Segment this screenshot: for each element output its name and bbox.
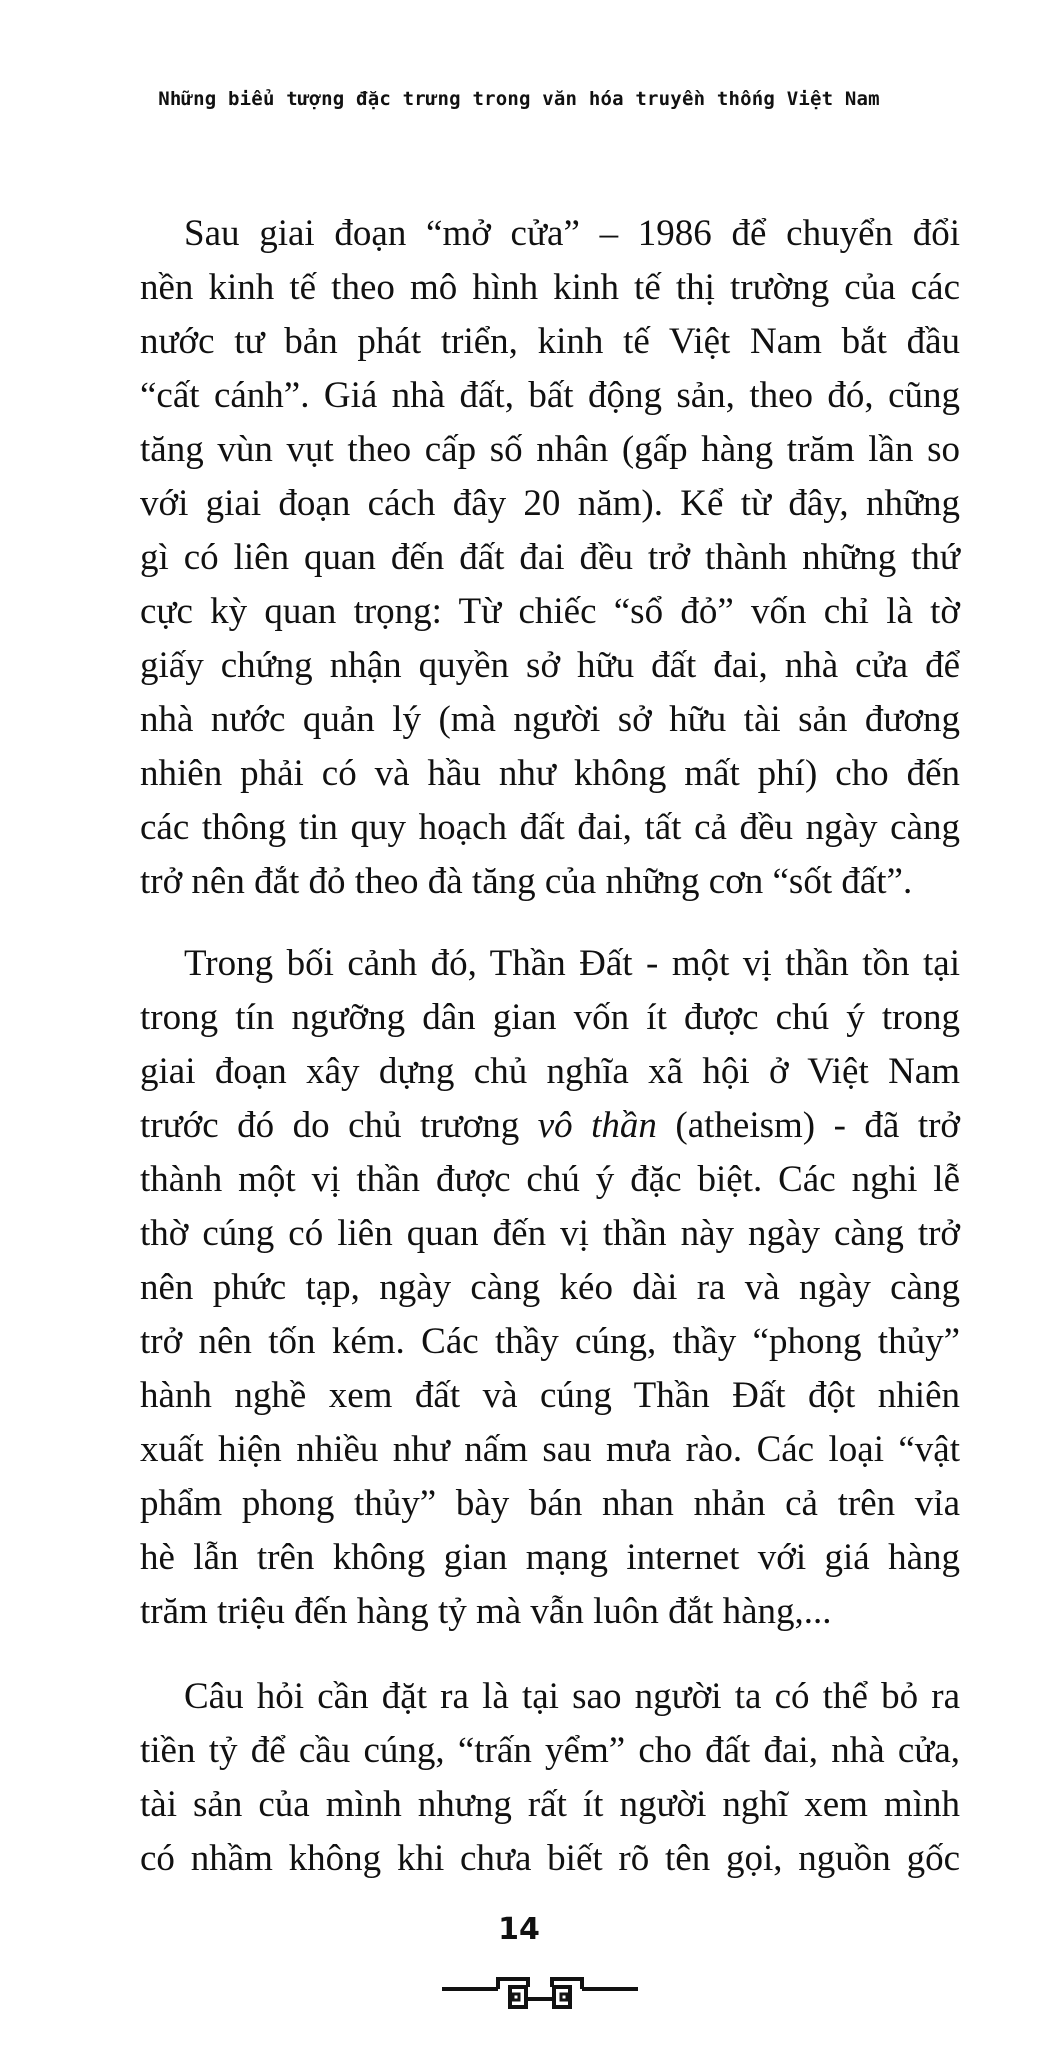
text-line: trở nên tốn kém. Các thầy cúng, thầy “phong thủy” [140, 1321, 960, 1362]
text-line: thờ cúng có liên quan đến vị thần này ngày càng trở [140, 1213, 960, 1254]
text-line: Trong bối cảnh đó, Thần Đất - một vị thần tồn tại [184, 943, 960, 984]
ornament-divider-icon [440, 1975, 640, 2015]
text-line: nhiên phải có và hầu như không mất phí) cho đến [140, 753, 960, 794]
text-line: gì có liên quan đến đất đai đều trở thành những thứ [140, 537, 960, 578]
text-line: với giai đoạn cách đây 20 năm). Kể từ đây, những [140, 483, 960, 524]
text-line: có nhầm không khi chưa biết rõ tên gọi, nguồn gốc [140, 1838, 960, 1879]
text-line: giai đoạn xây dựng chủ nghĩa xã hội ở Việt Nam [140, 1051, 960, 1092]
text-line: nên phức tạp, ngày càng kéo dài ra và ngày càng [140, 1267, 960, 1308]
text-line: các thông tin quy hoạch đất đai, tất cả đều ngày càng [140, 807, 960, 848]
page-number: 14 [498, 1912, 540, 1947]
text-line: nhà nước quản lý (mà người sở hữu tài sản đương [140, 699, 960, 740]
text-line: trở nên đắt đỏ theo đà tăng của những cơn “sốt đất”. [140, 861, 913, 902]
paragraph-2 [140, 937, 960, 1639]
text-line: trước đó do chủ trương vô thần (atheism) - đã trở [140, 1105, 961, 1146]
text-line: nước tư bản phát triển, kinh tế Việt Nam bắt đầu [140, 321, 960, 362]
text-line: trong tín ngưỡng dân gian vốn ít được chú ý trong [140, 997, 960, 1038]
text-line: Sau giai đoạn “mở cửa” – 1986 để chuyển đổi [184, 213, 960, 254]
running-header: Những biểu tượng đặc trưng trong văn hóa truyền thống Việt Nam [158, 88, 880, 110]
text-line: “cất cánh”. Giá nhà đất, bất động sản, theo đó, cũng [140, 375, 960, 416]
text-line: cực kỳ quan trọng: Từ chiếc “sổ đỏ” vốn chỉ là tờ [140, 591, 960, 632]
paragraph-1 [140, 207, 960, 909]
paragraph-3 [140, 1670, 960, 1886]
text-line: hè lẫn trên không gian mạng internet với giá hàng [140, 1537, 960, 1578]
text-line: giấy chứng nhận quyền sở hữu đất đai, nhà cửa để [140, 645, 960, 686]
text-line: Câu hỏi cần đặt ra là tại sao người ta có thể bỏ ra [184, 1676, 960, 1717]
text-line: thành một vị thần được chú ý đặc biệt. Các nghi lễ [140, 1159, 960, 1200]
text-line: tài sản của mình nhưng rất ít người nghĩ xem mình [140, 1784, 960, 1825]
text-line: nền kinh tế theo mô hình kinh tế thị trường của các [140, 267, 960, 308]
text-line: tăng vùn vụt theo cấp số nhân (gấp hàng trăm lần so [140, 429, 960, 470]
text-line: hành nghề xem đất và cúng Thần Đất đột nhiên [140, 1375, 960, 1416]
text-line: trăm triệu đến hàng tỷ mà vẫn luôn đắt hàng,... [140, 1591, 832, 1632]
text-line: tiền tỷ để cầu cúng, “trấn yểm” cho đất đai, nhà cửa, [140, 1730, 960, 1771]
text-line: phẩm phong thủy” bày bán nhan nhản cả trên vỉa [140, 1483, 960, 1524]
text-line: xuất hiện nhiều như nấm sau mưa rào. Các loại “vật [140, 1429, 960, 1470]
